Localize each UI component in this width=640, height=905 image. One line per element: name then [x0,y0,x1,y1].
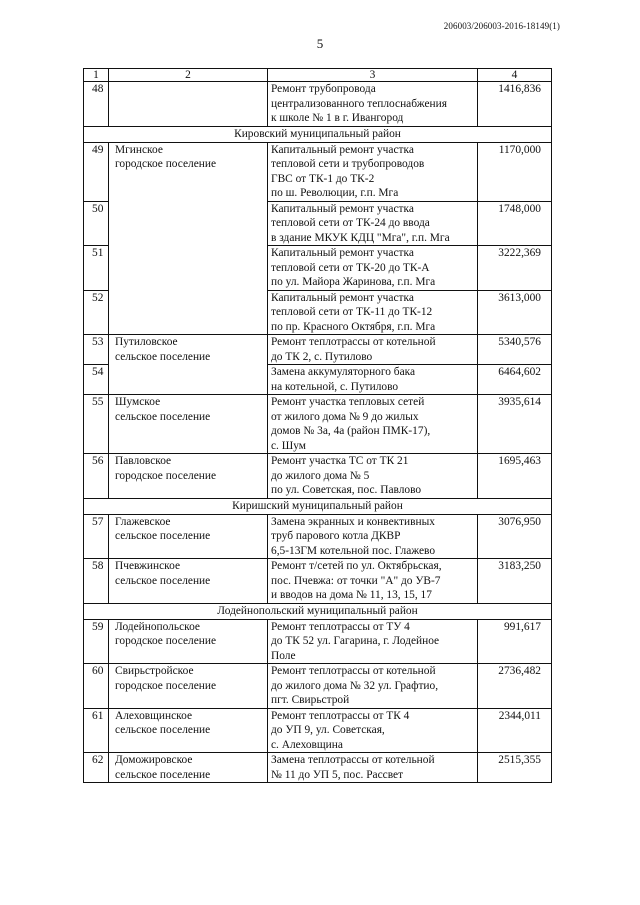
table-row [84,395,552,454]
district-name: Кировский муниципальный район [84,126,552,142]
district-row [84,498,552,514]
row-number: 59 [84,619,109,664]
settlement-name [109,246,268,291]
work-description: Замена экранных и конвективных труб парового котла ДКВР 6,5-13ГМ котельной пос. Глажево [268,514,478,559]
row-number: 57 [84,514,109,559]
table-row [84,514,552,559]
page-number: 5 [316,36,324,51]
amount: 6464,602 [478,365,552,395]
work-description: Замена теплотрассы от котельной № 11 до УП 5, пос. Рассвет [268,753,478,783]
work-description: Ремонт теплотрассы от котельной до ТК 2, с. Путилово [268,335,478,365]
header-cell-col3: 3 [268,69,478,82]
settlement-name: Павловское городское поселение [109,454,268,499]
table-row [84,664,552,709]
work-description: Капитальный ремонт участка тепловой сети от ТК-11 до ТК-12 по пр. Красного Октября, г.п. Мга [268,290,478,335]
settlement-name: Свирьстройское городское поселение [109,664,268,709]
amount: 3076,950 [478,514,552,559]
row-number: 52 [84,290,109,335]
row-number: 50 [84,201,109,246]
work-description: Ремонт участка ТС от ТК 21 до жилого дома № 5 по ул. Советская, пос. Павлово [268,454,478,499]
header-cell-col1: 1 [84,69,109,82]
table-row [84,82,552,127]
work-description: Ремонт теплотрассы от ТУ 4 до ТК 52 ул. Гагарина, г. Лодейное Поле [268,619,478,664]
table-row [84,708,552,753]
settlement-name [109,365,268,395]
settlement-name: Лодейнопольское городское поселение [109,619,268,664]
amount: 1748,000 [478,201,552,246]
amount: 2344,011 [478,708,552,753]
settlement-name: Мгинское городское поселение [109,142,268,201]
work-description: Капитальный ремонт участка тепловой сети от ТК-20 до ТК-А по ул. Майора Жаринова, г.п. Мга [268,246,478,291]
row-number: 58 [84,559,109,604]
settlement-name: Пчевжинское сельское поселение [109,559,268,604]
row-number: 49 [84,142,109,201]
row-number: 51 [84,246,109,291]
table-row [84,365,552,395]
amount: 2736,482 [478,664,552,709]
row-number: 54 [84,365,109,395]
table-row [84,201,552,246]
funding-table [83,68,552,783]
settlement-name [109,201,268,246]
amount: 3222,369 [478,246,552,291]
table-row [84,619,552,664]
settlement-name [109,290,268,335]
document-id: 206003/206003-2016-18149(1) [443,21,560,31]
amount: 1416,836 [478,82,552,127]
amount: 5340,576 [478,335,552,365]
table-row [84,753,552,783]
amount: 2515,355 [478,753,552,783]
work-description: Замена аккумуляторного бака на котельной, с. Путилово [268,365,478,395]
work-description: Капитальный ремонт участка тепловой сети от ТК-24 до ввода в здание МКУК КДЦ "Мга", г.п. Мга [268,201,478,246]
header-cell-col2: 2 [109,69,268,82]
amount: 1695,463 [478,454,552,499]
table-header-row [84,69,552,82]
work-description: Ремонт т/сетей по ул. Октябрьская, пос. Пчевжа: от точки "А" до УВ-7 и вводов на дома № 11, 13, 15, 17 [268,559,478,604]
table-row [84,290,552,335]
district-row [84,126,552,142]
amount: 991,617 [478,619,552,664]
table-row [84,246,552,291]
amount: 3935,614 [478,395,552,454]
amount: 3613,000 [478,290,552,335]
table-row [84,335,552,365]
work-description: Ремонт теплотрассы от котельной до жилого дома № 32 ул. Графтио, пгт. Свирьстрой [268,664,478,709]
settlement-name: Доможировское сельское поселение [109,753,268,783]
settlement-name: Алеховщинское сельское поселение [109,708,268,753]
settlement-name: Глажевское сельское поселение [109,514,268,559]
table-row [84,559,552,604]
row-number: 62 [84,753,109,783]
row-number: 53 [84,335,109,365]
row-number: 61 [84,708,109,753]
amount: 1170,000 [478,142,552,201]
amount: 3183,250 [478,559,552,604]
row-number: 56 [84,454,109,499]
district-row [84,603,552,619]
work-description: Капитальный ремонт участка тепловой сети и трубопроводов ГВС от ТК-1 до ТК-2 по ш. Революции, г.п. Мга [268,142,478,201]
row-number: 60 [84,664,109,709]
work-description: Ремонт трубопровода централизованного теплоснабжения к школе № 1 в г. Ивангород [268,82,478,127]
header-cell-col4: 4 [478,69,552,82]
row-number: 55 [84,395,109,454]
settlement-name [109,82,268,127]
district-name: Киришский муниципальный район [84,498,552,514]
settlement-name: Шумское сельское поселение [109,395,268,454]
work-description: Ремонт участка тепловых сетей от жилого дома № 9 до жилых домов № 3а, 4а (район ПМК-17), с. Шум [268,395,478,454]
settlement-name: Путиловское сельское поселение [109,335,268,365]
work-description: Ремонт теплотрассы от ТК 4 до УП 9, ул. Советская, с. Алеховщина [268,708,478,753]
table-row [84,454,552,499]
row-number: 48 [84,82,109,127]
district-name: Лодейнопольский муниципальный район [84,603,552,619]
table-row [84,142,552,201]
